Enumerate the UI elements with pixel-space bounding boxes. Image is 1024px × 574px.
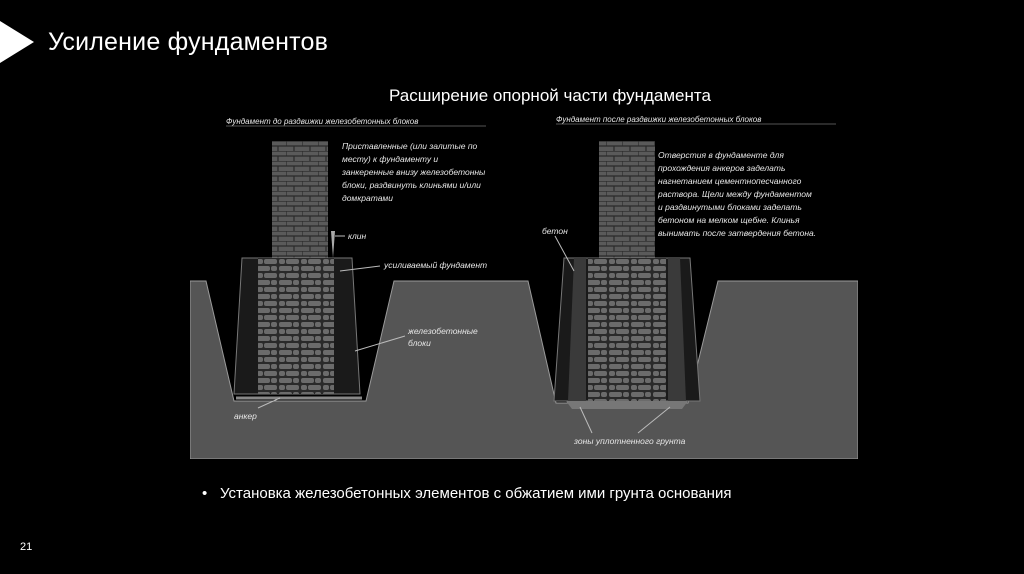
left-heading: Фундамент до раздвижки железобетонных блоков (226, 117, 419, 126)
label-anchor: анкер (234, 411, 257, 421)
page-number: 21 (20, 541, 33, 553)
right-note-2: прохождения анкеров заделать (658, 163, 786, 173)
left-note-4: блоки, раздвинуть клиньями и/или (342, 180, 481, 190)
foundation-diagram-svg (190, 111, 858, 459)
label-blocks-1: железобетонные (408, 326, 478, 336)
left-note-2: месту) к фундаменту и (342, 154, 439, 164)
label-foundation: усиливаемый фундамент (384, 260, 488, 270)
right-heading: Фундамент после раздвижки железобетонных блоков (556, 115, 762, 124)
right-note-5: и раздвинутыми блоками заделать (658, 202, 802, 212)
left-note-1: Приставленные (или залитые по (342, 141, 478, 151)
right-note-1: Отверстия в фундаменте для (658, 150, 784, 160)
right-note-4: раствора. Щели между фундаментом (658, 189, 812, 199)
bullet-dot-icon: • (202, 485, 208, 502)
left-note-5: домкратами (342, 193, 393, 203)
bullet-text: Установка железобетонных элементов с обжатием ими грунта основания (220, 485, 732, 502)
right-foundation (588, 258, 666, 401)
right-note-3: нагнетанием цементнопесчанного (658, 176, 802, 186)
left-wedge (331, 231, 335, 258)
label-soil: зоны уплотненного грунта (574, 436, 686, 446)
label-wedge: клин (348, 231, 367, 241)
left-foundation (258, 258, 334, 394)
right-wall (599, 141, 655, 259)
bullet-item (202, 485, 731, 502)
right-note-7: вынимать после затвердения бетона. (658, 228, 817, 238)
slide-arrow-icon (0, 21, 34, 63)
label-concrete: бетон (542, 226, 568, 236)
left-note-3: занкеренные внизу железобетонны (342, 167, 486, 177)
foundation-diagram (190, 111, 858, 459)
right-note-6: бетоном на мелком щебне. Клинья (658, 215, 800, 225)
slide-subtitle: Расширение опорной части фундамента (389, 86, 711, 105)
slide-title: Усиление фундаментов (48, 28, 329, 56)
label-blocks-2: блоки (408, 338, 431, 348)
left-wall (272, 141, 328, 259)
